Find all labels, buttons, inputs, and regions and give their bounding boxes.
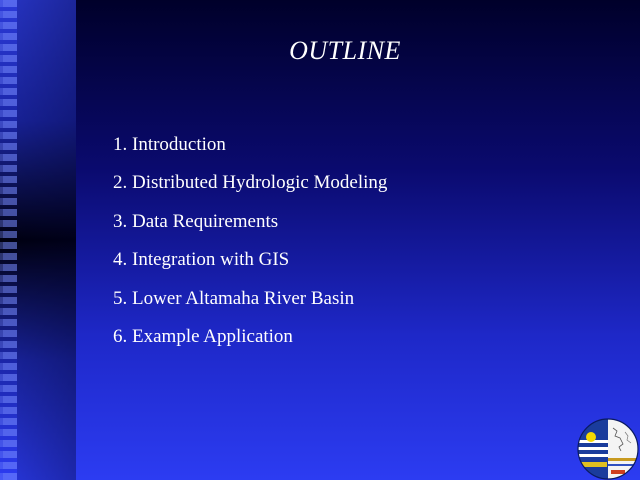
outline-item-river-basin: 5. Lower Altamaha River Basin xyxy=(113,287,355,309)
outline-list xyxy=(113,132,387,362)
strip-shade xyxy=(17,0,76,480)
outline-item-example-application: 6. Example Application xyxy=(113,325,293,347)
outline-item-gis-integration: 4. Integration with GIS xyxy=(113,249,290,271)
outline-item-distributed-modeling: 2. Distributed Hydrologic Modeling xyxy=(113,172,388,194)
university-seal-icon xyxy=(577,418,639,480)
outline-item-data-requirements: 3. Data Requirements xyxy=(113,210,279,232)
decorative-left-strip xyxy=(0,0,76,480)
outline-item-introduction: 1. Introduction xyxy=(113,134,226,155)
slide-title: OUTLINE xyxy=(289,36,401,65)
square-pattern xyxy=(3,0,17,480)
